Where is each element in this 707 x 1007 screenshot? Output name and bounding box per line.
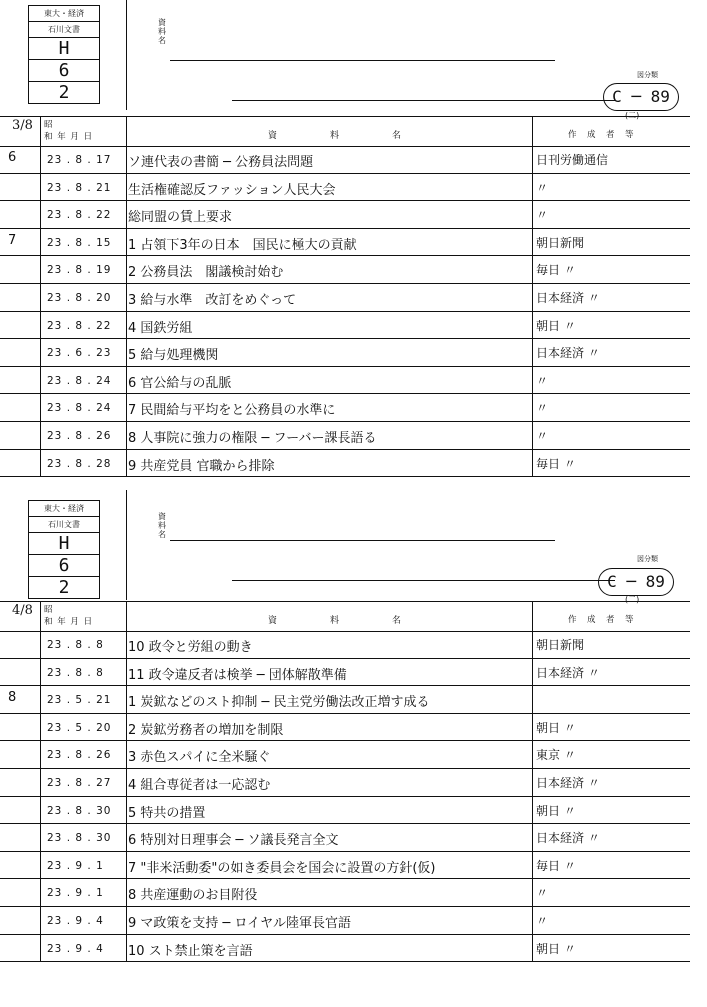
- table-row: [0, 312, 707, 340]
- table-row: [0, 339, 707, 367]
- classification-sub: (二): [625, 595, 640, 604]
- row-title: 10 政令と労組の動き: [128, 640, 253, 655]
- stamp-value: 2: [58, 577, 70, 598]
- table-row: [0, 741, 707, 769]
- material-name-label: 資料名: [158, 512, 166, 539]
- table-row: [0, 907, 707, 935]
- row-author: 〃: [536, 208, 549, 223]
- archive-stamp: [28, 5, 100, 104]
- sheet-index: 4/8: [12, 603, 33, 618]
- row-date: 23 . 8 . 19: [47, 264, 112, 277]
- header-top-line: [0, 116, 690, 117]
- table-row: [0, 879, 707, 907]
- row-author: 〃: [536, 429, 549, 443]
- classification-label: 図分類: [637, 71, 658, 79]
- row-author: 日本経済 〃: [536, 665, 600, 680]
- row-title: 9 マ政策を支持 ─ ロイヤル陸軍長官語: [128, 916, 351, 931]
- row-date: 23 . 6 . 23: [47, 347, 112, 360]
- classification-code: C ─ 89: [598, 568, 674, 596]
- row-date: 23 . 8 . 22: [47, 209, 112, 222]
- row-date: 23 . 5 . 20: [47, 721, 112, 734]
- header-date: 和 年 月 日: [44, 617, 94, 627]
- row-title: 9 共産党員 官職から排除: [128, 458, 275, 474]
- row-date: 23 . 8 . 21: [47, 181, 112, 194]
- row-author: 毎日 〃: [536, 263, 576, 278]
- row-title: 6 特別対日理事会 ─ ソ議長発言全文: [128, 833, 339, 849]
- row-date: 23 . 8 . 8: [47, 639, 104, 651]
- table-row: [0, 229, 707, 257]
- row-title: 6 官公給与の乱脈: [128, 375, 232, 391]
- row-title: 4 国鉄労組: [128, 320, 193, 336]
- table-row: [0, 714, 707, 742]
- table-row: [0, 686, 707, 714]
- row-date: 23 . 8 . 17: [47, 154, 112, 166]
- row-date: 23 . 8 . 27: [47, 777, 112, 789]
- header-material: 資 料 名: [268, 131, 424, 141]
- margin-line: [126, 0, 127, 110]
- row-title: 1 占領下3年の日本 国民に極大の貢献: [128, 237, 357, 253]
- row-rule: [0, 961, 690, 962]
- row-title: 総同盟の賃上要求: [128, 210, 233, 226]
- row-date: 23 . 8 . 8: [47, 666, 104, 679]
- row-date: 23 . 9 . 4: [47, 942, 104, 955]
- table-row: [0, 146, 707, 174]
- header-author: 作 成 者 等: [568, 615, 635, 625]
- table-row: [0, 201, 707, 229]
- row-author: 朝日 〃: [536, 803, 576, 818]
- row-title: 2 炭鉱労務者の増加を制限: [128, 722, 284, 738]
- row-author: 毎日 〃: [536, 456, 576, 471]
- row-date: 23 . 8 . 30: [47, 832, 112, 845]
- row-date: 23 . 8 . 28: [47, 457, 112, 470]
- table-row: [0, 797, 707, 825]
- stamp-value: H: [29, 38, 99, 60]
- row-title: 11 政令違反者は検挙 ─ 団体解散準備: [128, 667, 347, 683]
- record-sheet: [0, 0, 707, 490]
- classification-label: 図分類: [637, 555, 658, 563]
- row-author: 日刊労働通信: [536, 153, 609, 167]
- table-row: [0, 824, 707, 852]
- header-material: 資 料 名: [268, 616, 424, 626]
- row-author: 〃: [536, 373, 549, 388]
- header-era: 昭: [44, 605, 54, 615]
- row-author: 〃: [536, 401, 549, 416]
- table-row: [0, 367, 707, 395]
- row-title: 8 共産運動のお目附役: [128, 888, 258, 904]
- header-author: 作 成 者 等: [568, 130, 635, 140]
- stamp-value: H: [29, 533, 99, 555]
- header-date: 和 年 月 日: [44, 132, 94, 142]
- stamp-line: 石川文書: [29, 22, 99, 38]
- blank-line: [170, 540, 555, 541]
- blank-line: [232, 100, 615, 101]
- margin-line: [126, 490, 127, 600]
- table-row: [0, 935, 707, 963]
- archive-stamp: [28, 500, 100, 599]
- table-row: [0, 256, 707, 284]
- table-row: [0, 422, 707, 450]
- row-title: 8 人事院に強力の権限 ─ フーバー課長語る: [128, 431, 377, 446]
- row-title: 2 公務員法 閣議検討始む: [128, 265, 284, 281]
- stamp-line: 東大・経済: [29, 6, 99, 22]
- row-date: 23 . 8 . 26: [47, 749, 112, 762]
- row-date: 23 . 9 . 1: [47, 859, 104, 872]
- row-date: 23 . 8 . 15: [47, 236, 112, 249]
- row-date: 23 . 5 . 21: [47, 694, 112, 707]
- sheet-index: 3/8: [12, 118, 33, 133]
- stamp-line: 石川文書: [29, 517, 99, 533]
- blank-line: [170, 60, 555, 61]
- row-author: 〃: [536, 914, 549, 928]
- header-top-line: [0, 601, 690, 602]
- table-row: [0, 284, 707, 312]
- row-author: 毎日 〃: [536, 858, 576, 873]
- table-row: [0, 769, 707, 797]
- row-number: 7: [8, 232, 17, 248]
- row-title: 3 給与水準 改訂をめぐって: [128, 293, 297, 308]
- row-number: 6: [8, 150, 17, 165]
- classification-code: C ─ 89: [603, 83, 679, 111]
- row-author: 東京 〃: [536, 748, 576, 763]
- table-row: [0, 631, 707, 659]
- row-title: 5 特共の措置: [128, 805, 206, 821]
- stamp-value: 6: [29, 60, 99, 82]
- material-name-label: 資料名: [158, 18, 166, 45]
- row-date: 23 . 8 . 30: [47, 804, 112, 817]
- row-author: 〃: [536, 886, 549, 901]
- row-title: 7 民間給与平均をと公務員の水準に: [128, 403, 336, 419]
- table-row: [0, 450, 707, 478]
- row-date: 23 . 8 . 22: [47, 319, 112, 332]
- table-row: [0, 174, 707, 202]
- row-author: 朝日 〃: [536, 941, 576, 956]
- row-rule: [0, 476, 690, 477]
- row-title: 生活権確認反ファッション人民大会: [128, 182, 336, 198]
- row-date: 23 . 8 . 24: [47, 374, 112, 387]
- stamp-value: 6: [29, 555, 99, 577]
- row-date: 23 . 8 . 24: [47, 402, 112, 415]
- row-date: 23 . 9 . 1: [47, 887, 104, 900]
- row-title: 3 赤色スパイに全米騒ぐ: [128, 750, 271, 766]
- header-era: 昭: [44, 120, 54, 130]
- stamp-value: 2: [58, 82, 70, 103]
- row-number: 8: [8, 690, 17, 706]
- table-row: [0, 659, 707, 687]
- row-author: 日本経済 〃: [536, 291, 600, 305]
- row-author: 〃: [536, 180, 549, 195]
- row-title: 5 給与処理機関: [128, 348, 219, 364]
- row-author: 日本経済 〃: [536, 776, 600, 790]
- row-author: 朝日 〃: [536, 720, 576, 735]
- row-title: 4 組合専従者は一応認む: [128, 778, 271, 793]
- row-author: 朝日新聞: [536, 235, 585, 250]
- row-author: 朝日新聞: [536, 638, 585, 652]
- row-date: 23 . 8 . 26: [47, 430, 112, 442]
- row-title: ソ連代表の書簡 ─ 公務員法問題: [128, 155, 314, 170]
- row-title: 10 スト禁止策を言語: [128, 943, 253, 959]
- classification-sub: (二): [625, 111, 640, 120]
- record-sheet: [0, 490, 707, 980]
- table-row: [0, 852, 707, 880]
- row-title: 1 炭鉱などのスト抑制 ─ 民主党労働法改正増す成る: [128, 695, 430, 711]
- row-author: 日本経済 〃: [536, 346, 600, 361]
- row-date: 23 . 8 . 20: [47, 292, 112, 304]
- row-author: 日本経済 〃: [536, 831, 600, 846]
- row-author: 朝日 〃: [536, 318, 576, 333]
- row-date: 23 . 9 . 4: [47, 915, 104, 927]
- row-title: 7 "非米活動委"の如き委員会を国会に設置の方針(仮): [128, 860, 436, 876]
- stamp-line: 東大・経済: [29, 501, 99, 517]
- table-row: [0, 394, 707, 422]
- blank-line: [232, 580, 615, 581]
